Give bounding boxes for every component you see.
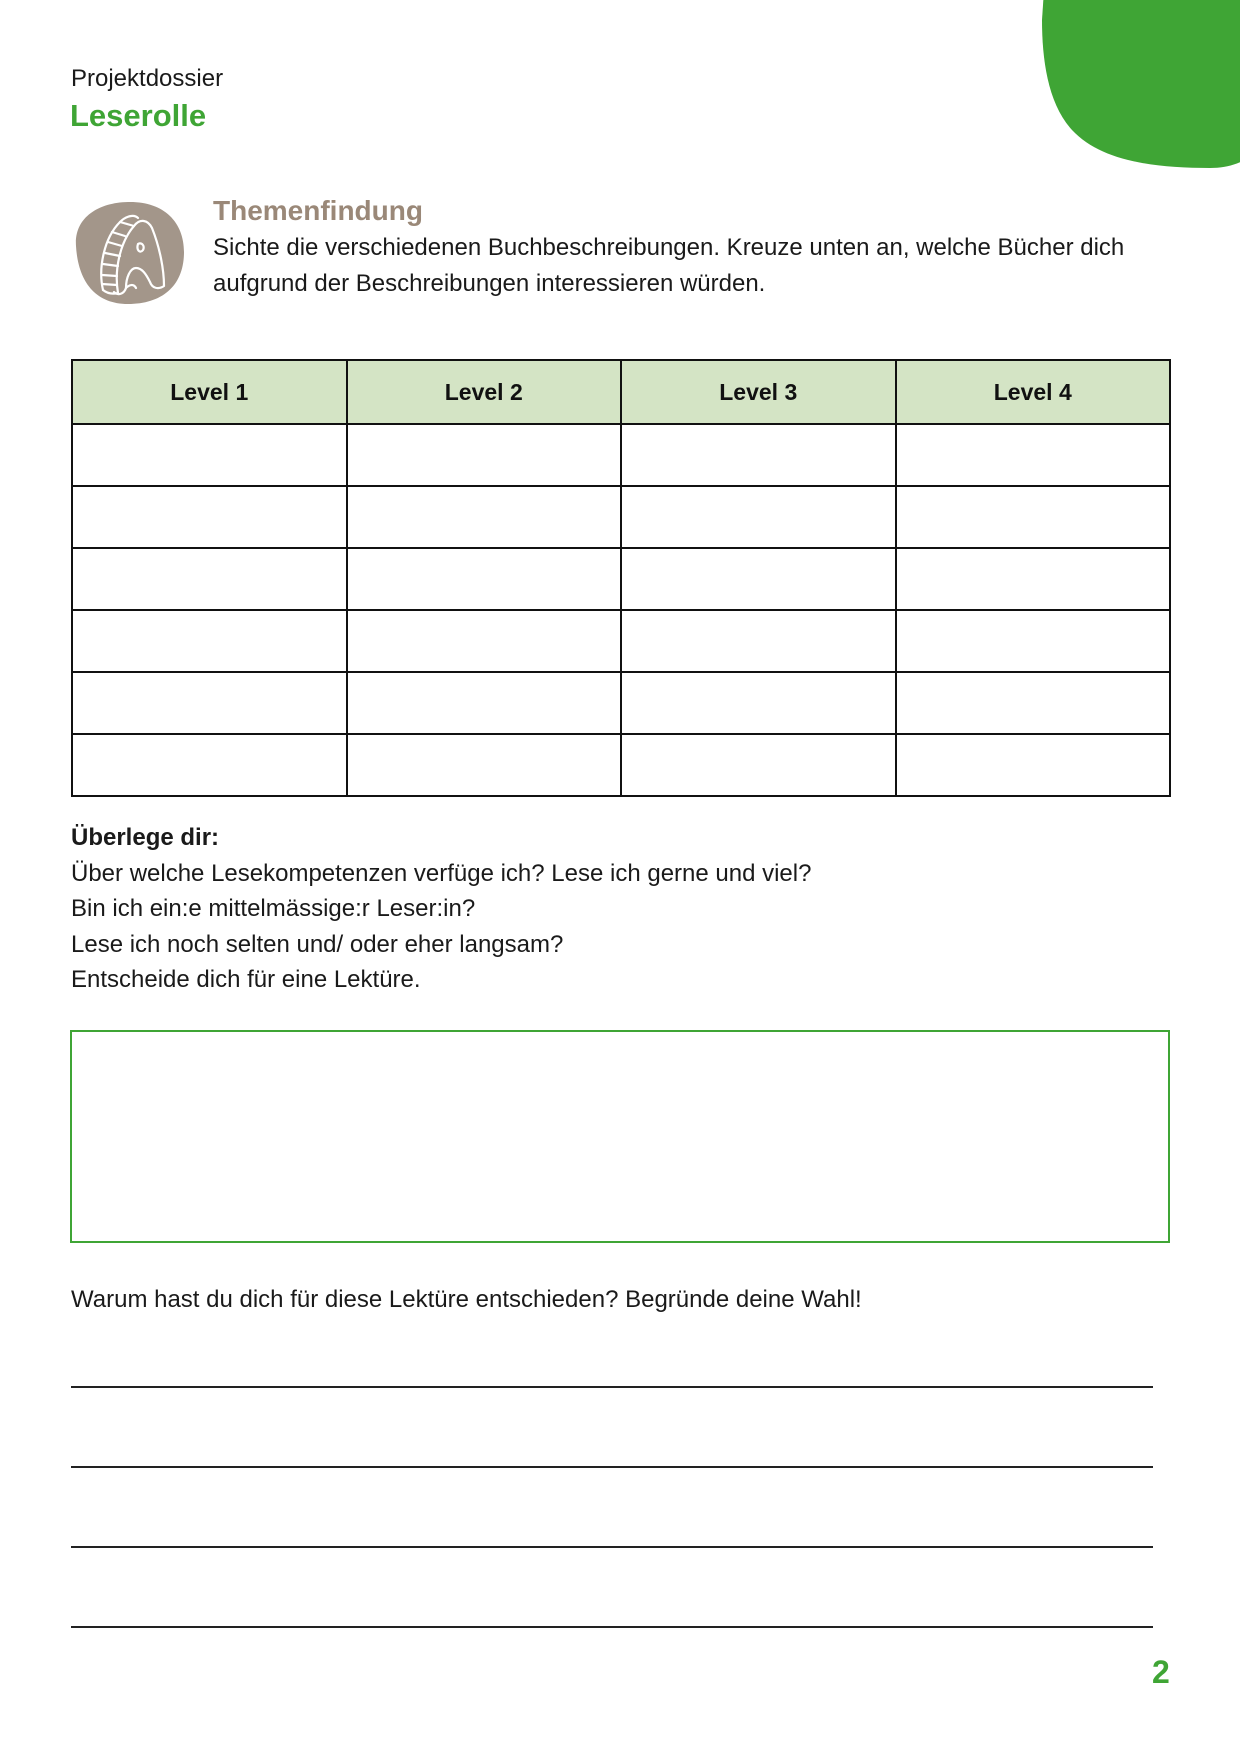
table-cell[interactable] [621,548,896,610]
page-number: 2 [1152,1654,1170,1690]
table-cell[interactable] [896,734,1171,796]
table-cell[interactable] [72,672,347,734]
table-row [72,548,1170,610]
table-cell[interactable] [347,734,622,796]
task-instructions [213,230,1163,302]
letter-a-icon [68,198,188,308]
answer-line[interactable] [71,1546,1153,1548]
table-cell[interactable] [347,548,622,610]
table-row [72,486,1170,548]
table-cell[interactable] [896,610,1171,672]
column-header-level-2: Level 2 [347,360,622,424]
table-row [72,424,1170,486]
table-cell[interactable] [347,672,622,734]
book-choice-box[interactable] [70,1030,1170,1243]
document-label: Projektdossier [71,65,224,92]
table-header-row [72,360,1170,424]
decorative-green-blob [1030,0,1240,180]
column-header-level-1: Level 1 [72,360,347,424]
table-cell[interactable] [896,548,1171,610]
task-instruction-line: Sichte die verschiedenen Buchbeschreibungen. Kreuze unten an, welche Bücher dich [213,234,1125,261]
document-title: Leserolle [70,98,207,133]
table-cell[interactable] [72,424,347,486]
answer-line[interactable] [71,1386,1153,1388]
column-header-level-4: Level 4 [896,360,1171,424]
table-cell[interactable] [896,424,1171,486]
table-cell[interactable] [896,672,1171,734]
table-row [72,672,1170,734]
table-cell[interactable] [72,486,347,548]
table-cell[interactable] [896,486,1171,548]
reflection-line: Über welche Lesekompetenzen verfüge ich? Lese ich gerne und viel? [71,859,812,887]
table-cell[interactable] [621,486,896,548]
table-cell[interactable] [72,548,347,610]
table-cell[interactable] [621,672,896,734]
task-instruction-line: aufgrund der Beschreibungen interessieren würden. [213,270,766,297]
table-cell[interactable] [621,610,896,672]
table-cell[interactable] [621,424,896,486]
task-title: Themenfindung [213,195,423,226]
justification-question: Warum hast du dich für diese Lektüre entschieden? Begründe deine Wahl! [71,1286,862,1313]
table-cell[interactable] [72,734,347,796]
table-cell[interactable] [347,424,622,486]
answer-line[interactable] [71,1626,1153,1628]
reflection-section [71,820,811,998]
reflection-line: Lese ich noch selten und/ oder eher langsam? [71,930,564,958]
column-header-level-3: Level 3 [621,360,896,424]
table-cell[interactable] [621,734,896,796]
table-cell[interactable] [347,486,622,548]
reflection-heading: Überlege dir: [71,824,220,851]
table-row [72,734,1170,796]
answer-line[interactable] [71,1466,1153,1468]
level-selection-table [71,359,1171,797]
table-cell[interactable] [347,610,622,672]
reflection-line: Entscheide dich für eine Lektüre. [71,966,421,993]
table-row [72,610,1170,672]
reflection-line: Bin ich ein:e mittelmässige:r Leser:in? [71,895,476,922]
table-cell[interactable] [72,610,347,672]
